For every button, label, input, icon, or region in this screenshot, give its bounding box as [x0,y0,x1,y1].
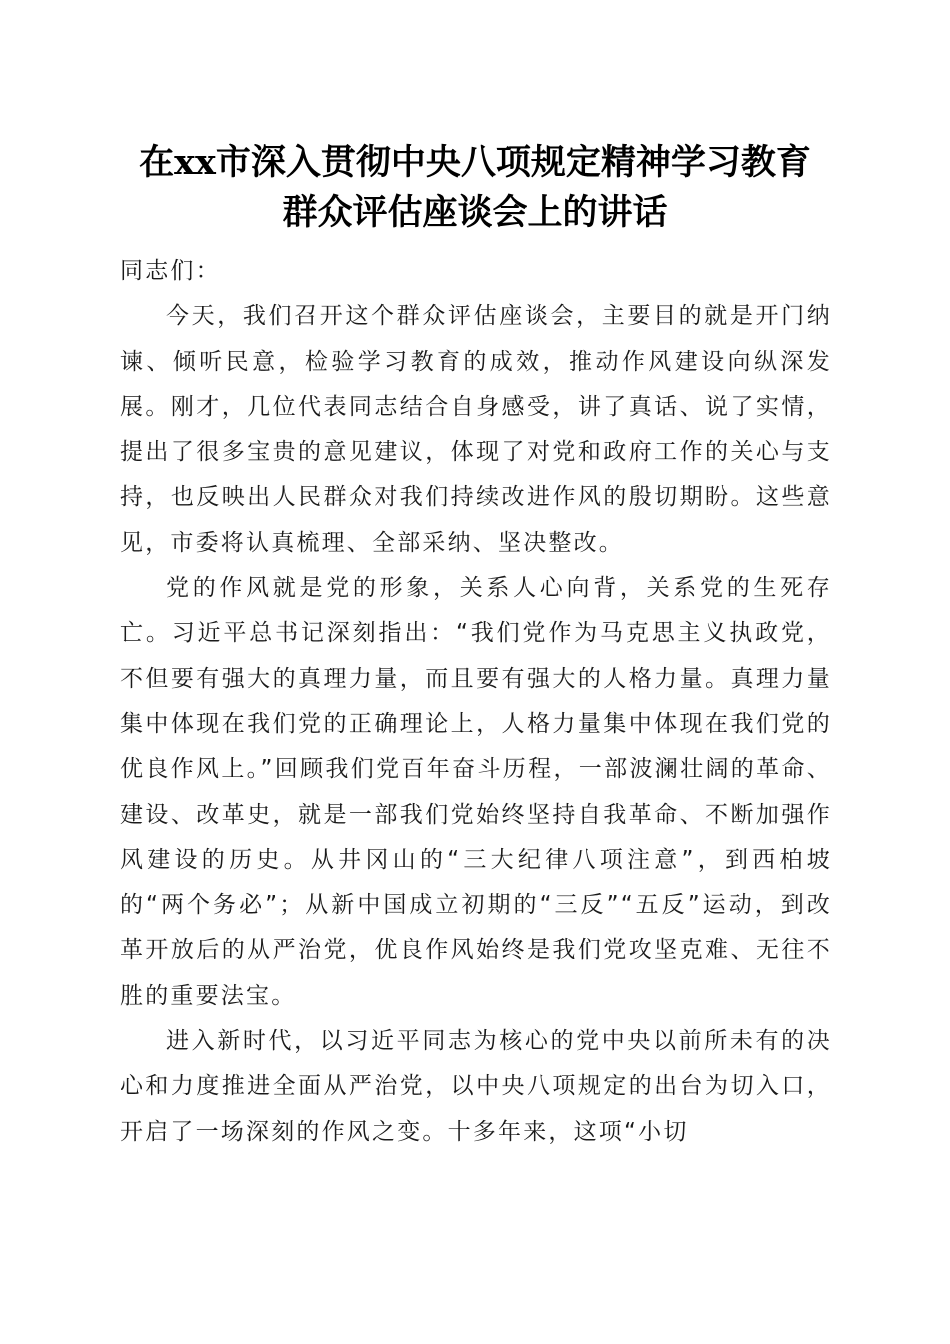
paragraph: 党的作风就是党的形象，关系人心向背，关系党的生死存亡。习近平总书记深刻指出：“我们党作为马克思主义执政党，不但要有强大的真理力量，而且要有强大的人格力量。真理力量集中体现在我们党的正确理论上，人格力量集中体现在我们党的优良作风上。”回顾我们党百年奋斗历程，一部波澜壮阔的革命、建设、改革史，就是一部我们党始终坚持自我革命、不断加强作风建设的历史。从井冈山的“三大纪律八项注意”，到西柏坡的“两个务必”；从新中国成立初期的“三反”“五反”运动，到改革开放后的从严治党，优良作风始终是我们党攻坚克难、无往不胜的重要法宝。 [120,575,832,1009]
paragraph: 进入新时代，以习近平同志为核心的党中央以前所未有的决心和力度推进全面从严治党，以中央八项规定的出台为切入口，开启了一场深刻的作风之变。十多年来，这项“小切 [120,1028,832,1145]
paragraph: 今天，我们召开这个群众评估座谈会，主要目的就是开门纳谏、倾听民意，检验学习教育的成效，推动作风建设向纵深发展。刚才，几位代表同志结合自身感受，讲了真话、说了实情，提出了很多宝贵的意见建议，体现了对党和政府工作的关心与支持，也反映出人民群众对我们持续改进作风的殷切期盼。这些意见，市委将认真梳理、全部采纳、坚决整改。 [120,303,832,556]
title-line-2: 群众评估座谈会上的讲话 [282,192,668,233]
title-line-1: 在xx市深入贯彻中央八项规定精神学习教育 [139,142,811,183]
document-body [120,249,832,1155]
salutation: 同志们： [120,258,221,284]
document-title [100,138,850,238]
